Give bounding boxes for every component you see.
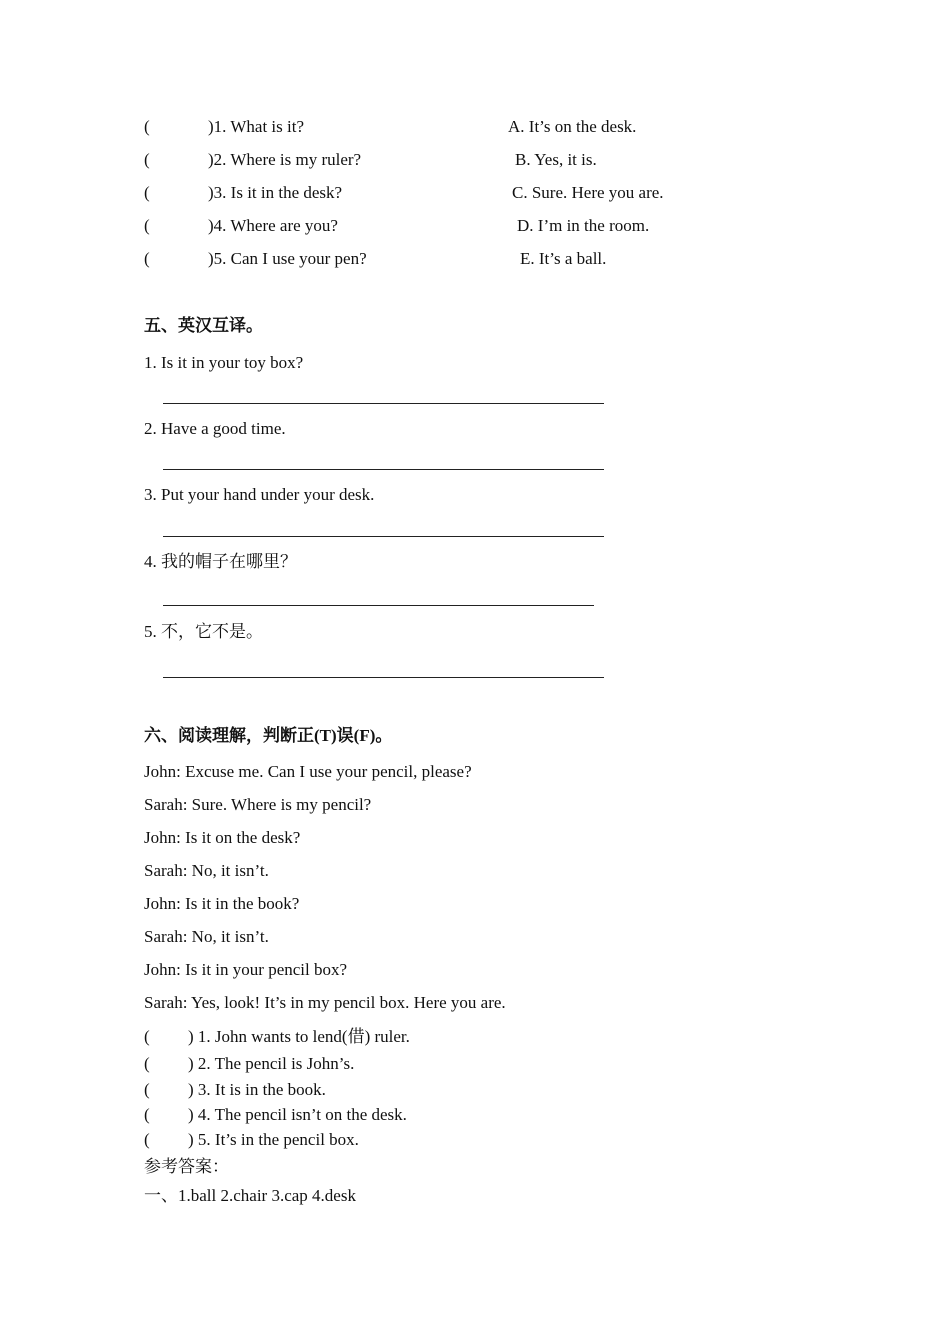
matching-question-4: )4. Where are you? — [208, 216, 338, 235]
answer-key-title: 参考答案： — [144, 1157, 229, 1176]
judgment-paren: ( — [144, 1130, 150, 1149]
dialogue-line: John: Is it in your pencil box? — [144, 960, 348, 979]
dialogue-line: Sarah: No, it isn’t. — [144, 861, 269, 880]
answer-paren: ( — [144, 150, 150, 169]
matching-answer-b: B. Yes, it is. — [515, 150, 597, 169]
translation-item-5: 5. 不，它不是。 — [144, 622, 263, 641]
judgment-paren: ( — [144, 1027, 150, 1046]
answer-line-1[interactable] — [163, 403, 604, 404]
matching-question-2: )2. Where is my ruler? — [208, 150, 362, 169]
dialogue-line: Sarah: Sure. Where is my pencil? — [144, 795, 372, 814]
judgment-item-2: ) 2. The pencil is John’s. — [188, 1054, 355, 1073]
judgment-item-4: ) 4. The pencil isn’t on the desk. — [188, 1105, 407, 1124]
translation-item-3: 3. Put your hand under your desk. — [144, 485, 375, 504]
answer-paren: ( — [144, 216, 150, 235]
judgment-item-3: ) 3. It is in the book. — [188, 1080, 326, 1099]
translation-item-2: 2. Have a good time. — [144, 419, 286, 438]
matching-answer-d: D. I’m in the room. — [517, 216, 650, 235]
judgment-paren: ( — [144, 1080, 150, 1099]
section-5-title: 五、英汉互译。 — [144, 316, 263, 335]
matching-question-1: )1. What is it? — [208, 117, 304, 136]
answer-line-5[interactable] — [163, 677, 604, 678]
matching-question-3: )3. Is it in the desk? — [208, 183, 343, 202]
section-6-title: 六、阅读理解，判断正(T)误(F)。 — [144, 726, 393, 745]
answer-key-line-1: 一、1.ball 2.chair 3.cap 4.desk — [144, 1186, 356, 1205]
matching-answer-a: A. It’s on the desk. — [508, 117, 637, 136]
translation-item-4: 4. 我的帽子在哪里？ — [144, 552, 297, 571]
translation-item-1: 1. Is it in your toy box? — [144, 353, 304, 372]
dialogue-line: Sarah: Yes, look! It’s in my pencil box. Here you are. — [144, 993, 506, 1012]
matching-answer-c: C. Sure. Here you are. — [512, 183, 664, 202]
answer-line-2[interactable] — [163, 469, 604, 470]
answer-paren: ( — [144, 117, 150, 136]
answer-paren: ( — [144, 183, 150, 202]
answer-line-3[interactable] — [163, 536, 604, 537]
answer-paren: ( — [144, 249, 150, 268]
judgment-item-5: ) 5. It’s in the pencil box. — [188, 1130, 359, 1149]
dialogue-line: Sarah: No, it isn’t. — [144, 927, 269, 946]
dialogue-line: John: Is it on the desk? — [144, 828, 301, 847]
answer-line-4[interactable] — [163, 605, 594, 606]
matching-answer-e: E. It’s a ball. — [520, 249, 607, 268]
dialogue-line: John: Excuse me. Can I use your pencil, please? — [144, 762, 472, 781]
dialogue-line: John: Is it in the book? — [144, 894, 300, 913]
matching-question-5: )5. Can I use your pen? — [208, 249, 367, 268]
judgment-item-1: ) 1. John wants to lend(借) ruler. — [188, 1027, 410, 1046]
judgment-paren: ( — [144, 1105, 150, 1124]
judgment-paren: ( — [144, 1054, 150, 1073]
